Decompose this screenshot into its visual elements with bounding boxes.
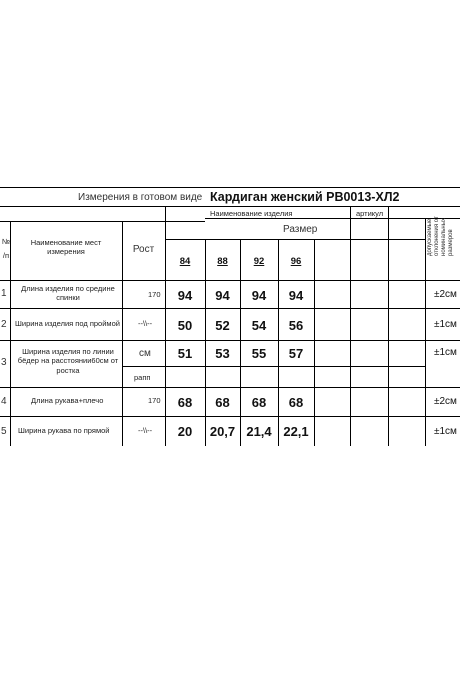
row-1-tolerance: ±2см [434,289,457,300]
row-1-num: 1 [1,288,7,299]
row-4-tolerance: ±2см [434,396,457,407]
row-3-val-84: 51 [177,346,193,361]
row-4-val-92: 68 [251,395,267,410]
row-1-val-92: 94 [251,288,267,303]
size-92: 92 [253,256,265,267]
row-3-val-92: 55 [251,346,267,361]
row-3-unit2: рапп [134,373,151,382]
row-4-val-96: 68 [288,395,304,410]
col-tolerance-header: допускаемые отклонения от номинальных размеров [427,216,454,256]
row-5-unit: --\\-- [138,426,153,435]
row-2-val-92: 54 [251,318,267,333]
row-5-val-92: 21,4 [246,424,272,439]
row-5-val-88: 20,7 [209,424,236,439]
row-3-num: 3 [1,357,7,368]
row-5-num: 5 [1,426,7,437]
row-3-unit: см [139,348,151,359]
row-1-unit: 170 [148,290,161,299]
row-4-val-88: 68 [215,395,230,410]
caption-measurements: Измерения в готовом виде [78,192,203,203]
row-5-val-96: 22,1 [283,424,309,439]
col-name-header: Наименование мест измерения [30,238,102,257]
size-84: 84 [179,256,191,267]
row-2-unit: --\\-- [138,319,153,328]
row-3-tolerance: ±1см [434,347,457,358]
size-96: 96 [290,256,302,267]
row-3-val-88: 53 [215,346,230,361]
row-2-name: Ширина изделия под проймой [15,319,120,328]
row-4-val-84: 68 [177,395,193,410]
col-num-bottom: /п [2,251,10,260]
row-5-name: Ширина рукава по прямой [18,426,110,435]
row-1-val-88: 94 [215,288,230,303]
row-1-val-84: 94 [177,288,193,303]
row-3-name: Ширина изделия по линии бёдер на расстоянии60см от ростка [17,347,119,375]
product-name-label: Наименование изделия [210,209,293,218]
row-5-tolerance: ±1см [434,426,457,437]
row-2-val-96: 56 [288,318,304,333]
row-2-num: 2 [1,319,7,330]
col-growth-header: Рост [132,244,155,255]
col-num-top: № [1,237,11,246]
article-label: артикул [356,209,384,218]
row-5-val-84: 20 [177,424,193,439]
size-88: 88 [217,256,228,267]
col-size-header: Размер [283,224,318,235]
row-1-val-96: 94 [288,288,304,303]
row-2-val-84: 50 [177,318,193,333]
row-3-val-96: 57 [288,346,304,361]
row-1-name: Длина изделия по средине спинки [21,284,115,303]
row-2-val-88: 52 [215,318,230,333]
product-title: Кардиган женский РВ0013-ХЛ2 [210,190,400,204]
row-4-num: 4 [1,396,7,407]
row-2-tolerance: ±1см [434,319,457,330]
row-4-unit: 170 [148,396,161,405]
row-4-name: Длина рукава+плечо [31,396,104,405]
